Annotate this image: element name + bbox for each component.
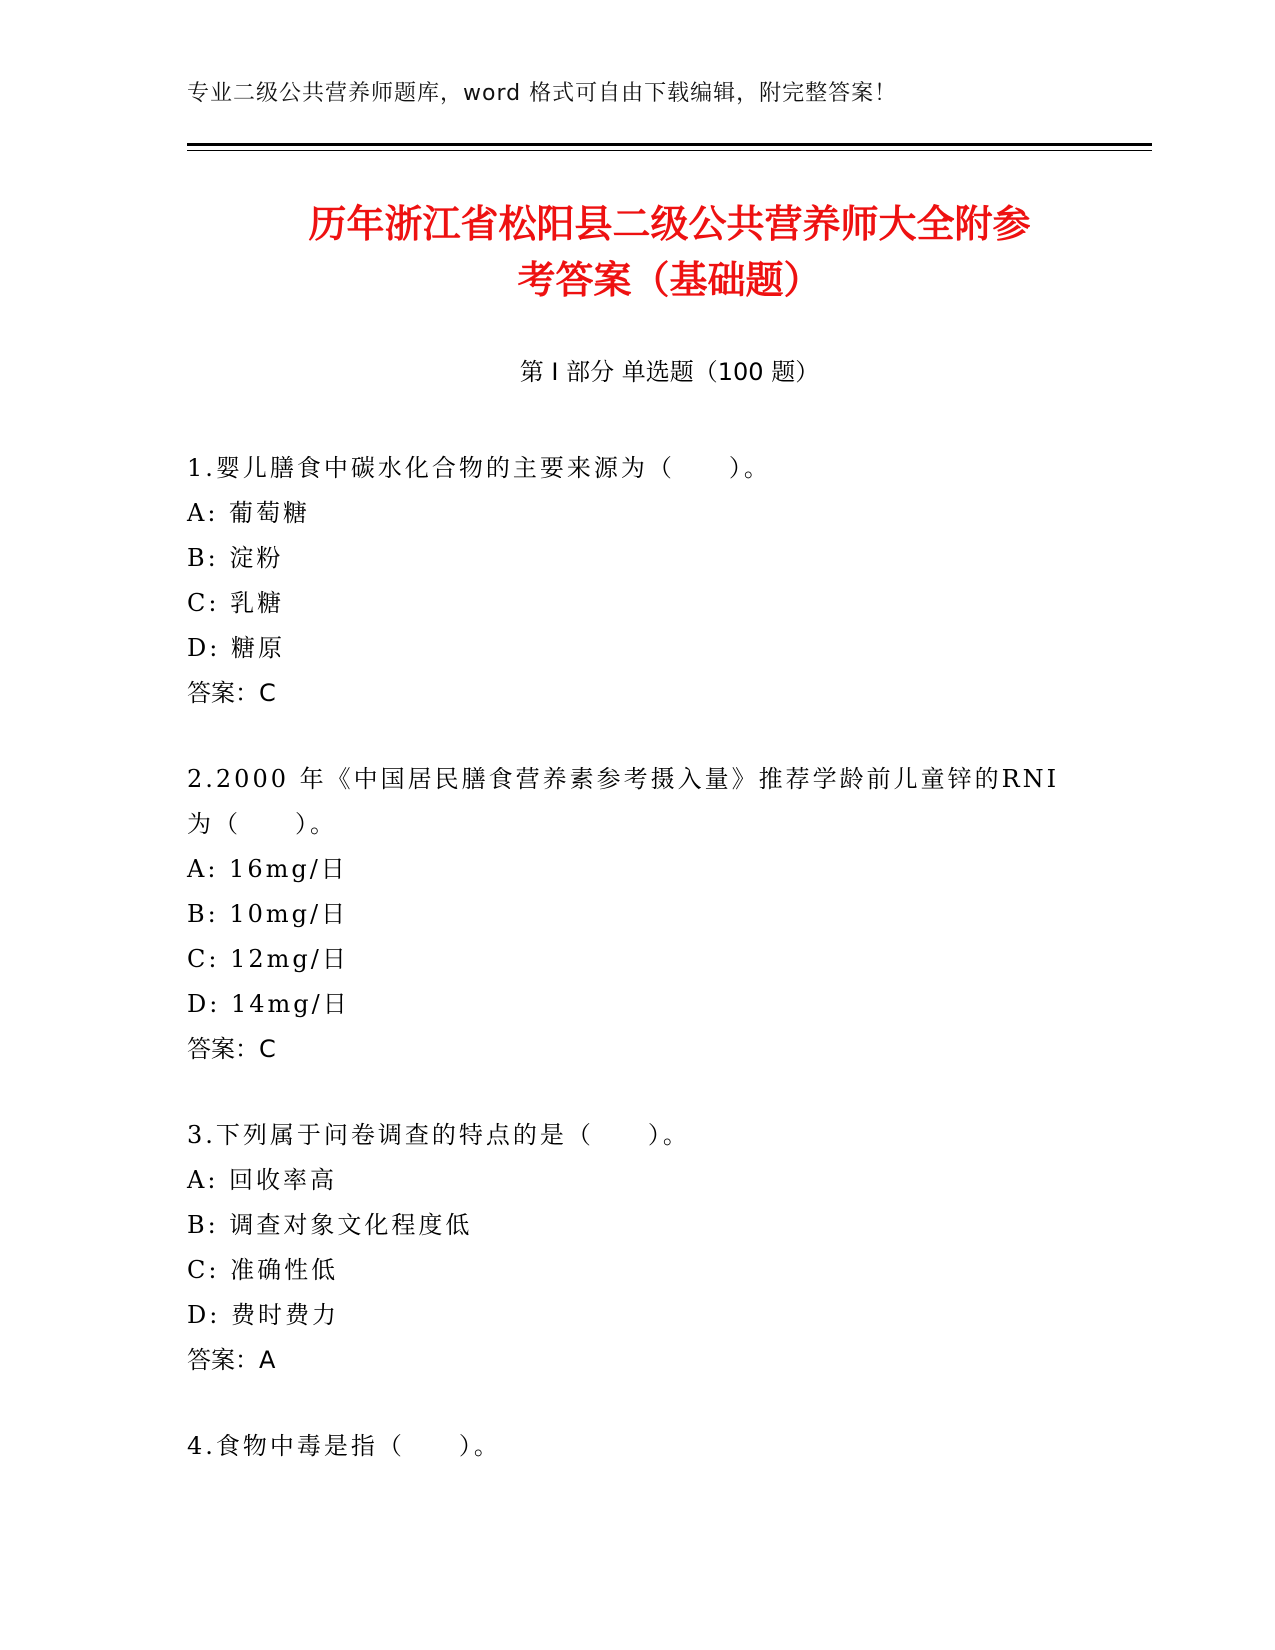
- question-4: [187, 1424, 1067, 1469]
- answer-line: 答案：C: [187, 679, 276, 707]
- question-stem: 4.食物中毒是指（ ）。: [187, 1432, 501, 1460]
- option-b: B: 淀粉: [187, 544, 284, 572]
- section-title: 第 I 部分 单选题（100 题）: [519, 358, 820, 386]
- document-title-line-1: 历年浙江省松阳县二级公共营养师大全附参: [308, 202, 1031, 246]
- header-note: 专业二级公共营养师题库，word 格式可自由下载编辑，附完整答案！: [187, 81, 898, 106]
- question-3: [187, 1113, 1067, 1383]
- option-c: C: 乳糖: [187, 589, 285, 617]
- document-title: [187, 196, 1152, 308]
- option-c: C: 准确性低: [187, 1256, 339, 1284]
- question-list: [187, 446, 1067, 1510]
- option-d: D: 糖原: [187, 634, 285, 662]
- option-a: A: 葡萄糖: [187, 499, 311, 527]
- option-c: C: 12mg/日: [187, 945, 349, 973]
- answer-line: 答案：C: [187, 1035, 276, 1063]
- answer-line: 答案：A: [187, 1346, 276, 1374]
- option-a: A: 16mg/日: [187, 855, 348, 883]
- option-d: D: 费时费力: [187, 1301, 339, 1329]
- document-title-line-2: 考答案（基础题）: [517, 258, 822, 302]
- header-rule-thin: [187, 150, 1152, 151]
- question-stem: 1.婴儿膳食中碳水化合物的主要来源为（ ）。: [187, 454, 771, 482]
- question-2: [187, 757, 1067, 1072]
- header-rule-thick: [187, 143, 1152, 146]
- option-b: B: 调查对象文化程度低: [187, 1211, 473, 1239]
- question-stem: 3.下列属于问卷调查的特点的是（ ）。: [187, 1121, 690, 1149]
- option-d: D: 14mg/日: [187, 990, 350, 1018]
- option-a: A: 回收率高: [187, 1166, 338, 1194]
- option-b: B: 10mg/日: [187, 900, 349, 928]
- question-1: [187, 446, 1067, 716]
- question-stem: 2.2000 年《中国居民膳食营养素参考摄入量》推荐学龄前儿童锌的RNI 为（ ）。: [187, 765, 1060, 838]
